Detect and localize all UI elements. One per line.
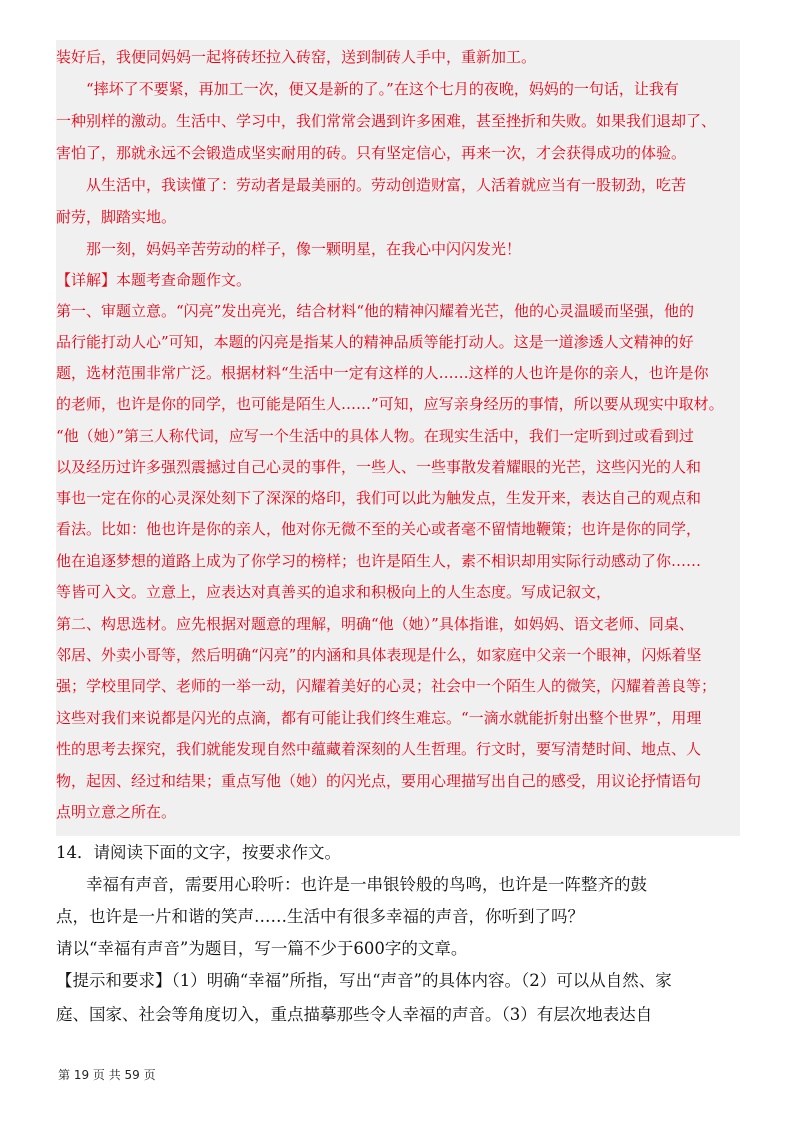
analysis-line: 第一、审题立意。“闪亮”发出亮光，结合材料“他的精神闪耀着光芒，他的心灵温暖而坚强，他的	[56, 302, 695, 320]
essay-line: 装好后，我便同妈妈一起将砖坯拉入砖窑，送到制砖人手中，重新加工。	[56, 48, 537, 66]
analysis-line: 的老师，也许是你的同学，也可能是陌生人……”可知，应写亲身经历的事情，所以要从现实中取材。	[56, 395, 724, 413]
analysis-line: 这些对我们来说都是闪光的点滴，都有可能让我们终生难忘。“一滴水就能折射出整个世界”，用理	[56, 709, 702, 727]
analysis-line: 强；学校里同学、老师的一举一动，闪耀着美好的心灵；社会中一个陌生人的微笑，闪耀着善良等；	[56, 677, 717, 695]
detail-heading: 【详解】本题考查命题作文。	[56, 271, 252, 289]
material-line: 点，也许是一片和谐的笑声……生活中有很多幸福的声音，你听到了吗？	[56, 907, 584, 926]
analysis-line: 事也一定在你的心灵深处刻下了深深的烙印，我们可以此为触发点，生发开来，表达自己的观点和	[56, 489, 702, 507]
analysis-line: 题，选材范围非常广泛。根据材料“生活中一定有这样的人……这样的人也许是你的亲人，也许是你	[56, 364, 709, 382]
analysis-line: 邻居、外卖小哥等，然后明确“闪亮”的内涵和具体表现是什么，如家庭中父亲一个眼神，闪烁着坚	[56, 646, 702, 664]
essay-line: 从生活中，我读懂了：劳动者是最美丽的。劳动创造财富，人活着就应当有一股韧劲，吃苦	[86, 176, 687, 194]
analysis-line: 点明立意之所在。	[56, 803, 177, 821]
analysis-line: “他（她）”第三人称代词，应写一个生活中的具体人物。在现实生活中，我们一定听到过或看到过	[56, 427, 694, 445]
essay-line: 那一刻，妈妈辛苦劳动的样子，像一颗明星，在我心中闪闪发光！	[86, 240, 522, 258]
essay-line: 一种别样的激动。生活中、学习中，我们常常会遇到许多困难，甚至挫折和失败。如果我们退却了、	[56, 112, 717, 130]
analysis-line: 他在追逐梦想的道路上成为了你学习的榜样；也许是陌生人，素不相识却用实际行动感动了你……	[56, 552, 702, 570]
question-instruction: 请以“幸福有声音”为题目，写一篇不少于600字的文章。	[56, 939, 468, 958]
essay-line: 害怕了，那就永远不会锻造成坚实耐用的砖。只有坚定信心，再来一次，才会获得成功的体验。	[56, 144, 687, 162]
requirements-line: 【提示和要求】（1）明确“幸福”所指，写出“声音”的具体内容。（2）可以从自然、家	[56, 971, 672, 990]
essay-line: 耐劳，脚踏实地。	[56, 208, 177, 226]
analysis-line: 性的思考去探究，我们就能发现自然中蕴藏着深刻的人生哲理。行文时，要写清楚时间、地点、人	[56, 740, 702, 758]
material-line: 幸福有声音，需要用心聆听：也许是一串银铃般的鸟鸣，也许是一阵整齐的鼓	[86, 875, 647, 894]
analysis-line: 以及经历过许多强烈震撼过自己心灵的事件，一些人、一些事散发着耀眼的光芒，这些闪光的人和	[56, 458, 702, 476]
essay-line: “摔坏了不要紧，再加工一次，便又是新的了。”在这个七月的夜晚，妈妈的一句话，让我有	[86, 80, 679, 98]
requirements-line: 庭、国家、社会等角度切入，重点描摹那些令人幸福的声音。（3）有层次地表达自	[56, 1005, 653, 1024]
analysis-line: 等皆可入文。立意上，应表达对真善买的追求和积极向上的人生态度。写成记叙文，	[56, 583, 612, 601]
analysis-line: 品行能打动人心”可知，本题的闪亮是指某人的精神品质等能打动人。这是一道渗透人文精神的好	[56, 333, 694, 351]
page-footer: 第 19 页 共 59 页	[58, 1068, 156, 1082]
question-title: 14．请阅读下面的文字，按要求作文。	[56, 843, 341, 862]
analysis-line: 第二、构思选材。应先根据对题意的理解，明确“他（她）”具体指谁，如妈妈、语文老师、同桌、	[56, 615, 694, 633]
analysis-line: 物，起因、经过和结果；重点写他（她）的闪光点，要用心理描写出自己的感受，用议论抒情语句	[56, 772, 702, 790]
analysis-line: 看法。比如：他也许是你的亲人，他对你无微不至的关心或者毫不留情地鞭策；也许是你的同学，	[56, 520, 702, 538]
